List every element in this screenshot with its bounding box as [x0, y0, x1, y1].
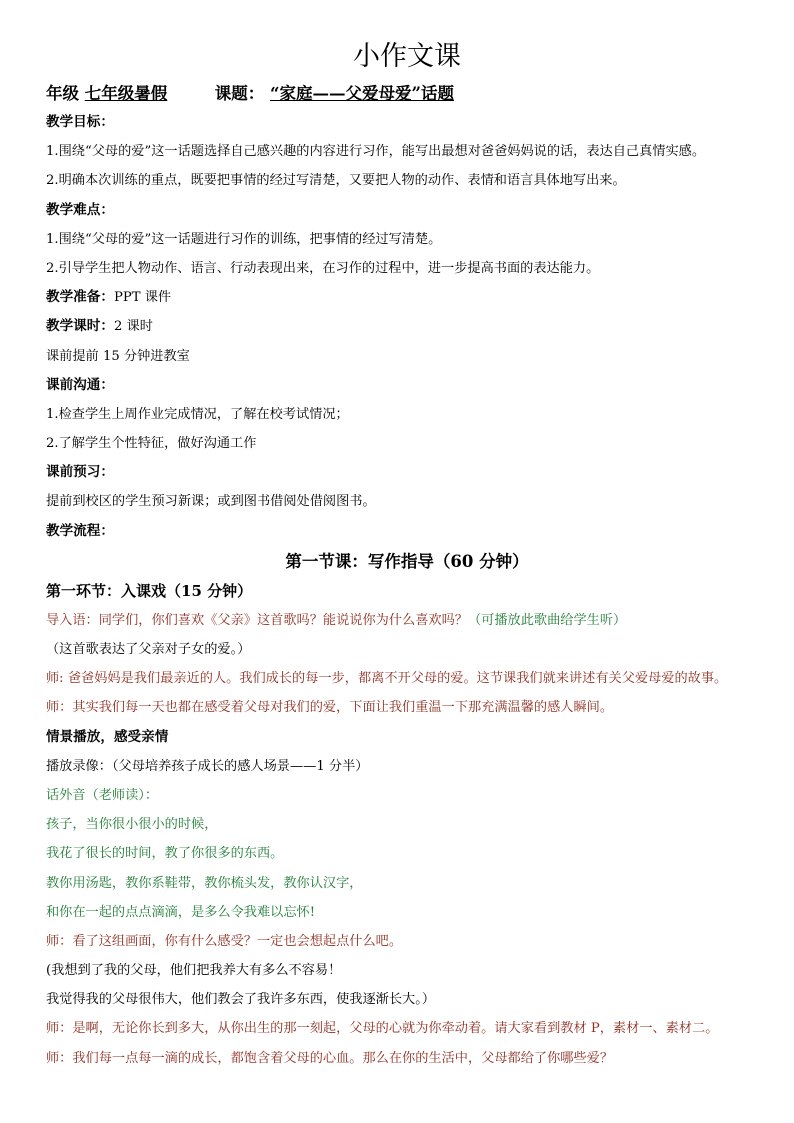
preparation-label: 教学准备： [46, 289, 114, 306]
poem-line: 孩子，当你很小很小的时候， [46, 817, 218, 833]
lesson-header [46, 80, 768, 108]
difficulty-item: 2.引导学生把人物动作、语言、行动表现出来，在习作的过程中，进一步提高书面的表达能力。 [46, 260, 600, 276]
difficulty-item: 1.围绕“父母的爱”这一话题进行习作的训练，把事情的经过写清楚。 [46, 231, 442, 247]
poem-line: 和你在一起的点点滴滴，是多么令我难以忘怀! [46, 904, 316, 920]
hours-label: 教学课时： [46, 318, 114, 335]
intro-line [46, 606, 768, 635]
student-answer: 我觉得我的父母很伟大，他们教会了我许多东西，使我逐渐长大。） [46, 992, 436, 1008]
scene-heading: 情景播放，感受亲情 [46, 728, 169, 745]
teacher-line: 师：我们每一点每一滴的成长，都饱含着父母的心血。那么在你的生活中，父母都给了你哪些爱？ [46, 1050, 614, 1066]
difficulties-heading: 教学难点： [46, 201, 114, 218]
student-answer: （这首歌表达了父亲对子女的爱。） [46, 642, 251, 657]
preview-heading: 课前预习： [46, 464, 114, 481]
step-title: 第一环节：入课戏（15 分钟） [46, 581, 253, 600]
teacher-line: 师：是啊，无论你长到多大，从你出生的那一刻起，父母的心就为你牵动着。请大家看到教材 P，素材一、素材二。 [46, 1021, 719, 1037]
teacher-line: 师：其实我们每一天也都在感受着父母对我们的爱，下面让我们重温一下那充满温馨的感人瞬间。 [46, 700, 614, 716]
objective-item: 2.明确本次训练的重点，既要把事情的经过写清楚，又要把人物的动作、表情和语言具体地写出来。 [46, 173, 626, 189]
voiceover-label: 话外音（老师读）： [46, 787, 159, 803]
grade-label: 年级 [46, 84, 79, 103]
teacher-line: 师: 爸爸妈妈是我们最亲近的人。我们成长的每一步，都离不开父母的爱。这节课我们就来讲述有关父爱母爱的故事。 [46, 671, 728, 687]
hours-row [46, 312, 768, 341]
objective-item: 1.围绕“父母的爱”这一话题选择自己感兴趣的内容进行习作，能写出最想对爸爸妈妈说的话，表达自己真情实感。 [46, 144, 706, 160]
document-page [46, 36, 768, 1073]
poem-line: 我花了很长的时间，教了你很多的东西。 [46, 846, 284, 862]
preparation-row [46, 283, 768, 312]
grade-value: 七年级暑假 [84, 84, 168, 103]
flow-heading: 教学流程： [46, 522, 114, 539]
early-note: 课前提前 15 分钟进教室 [46, 348, 190, 364]
topic-label: 课题： [214, 84, 265, 103]
intro-note: （可播放此歌曲给学生听） [468, 612, 627, 628]
topic-value: “家庭——父爱母爱”话题 [270, 84, 454, 103]
objectives-heading: 教学目标： [46, 114, 114, 130]
student-answer: (我想到了我的父母，他们把我养大有多么不容易！ [46, 963, 342, 979]
communication-item: 2.了解学生个性特征，做好沟通工作 [46, 436, 257, 452]
poem-line: 教你用汤匙，教你系鞋带，教你梳头发，教你认汉字， [46, 875, 363, 891]
preview-text: 提前到校区的学生预习新课；或到图书借阅处借阅图书。 [46, 494, 376, 510]
intro-text: 导入语：同学们，你们喜欢《父亲》这首歌吗？能说说你为什么喜欢吗？ [46, 612, 468, 628]
page-title: 小作文课 [353, 41, 461, 72]
preparation-value: PPT 课件 [113, 290, 172, 306]
section-title: 第一节课：写作指导（60 分钟） [285, 551, 529, 571]
communication-heading: 课前沟通： [46, 376, 114, 393]
communication-item: 1.检查学生上周作业完成情况，了解在校考试情况； [46, 406, 349, 422]
video-line: 播放录像：（父母培养孩子成长的感人场景——1 分半） [46, 758, 369, 774]
hours-value: 2 课时 [113, 319, 153, 335]
teacher-line: 师：看了这组画面，你有什么感受？一定也会想起点什么吧。 [46, 933, 403, 949]
